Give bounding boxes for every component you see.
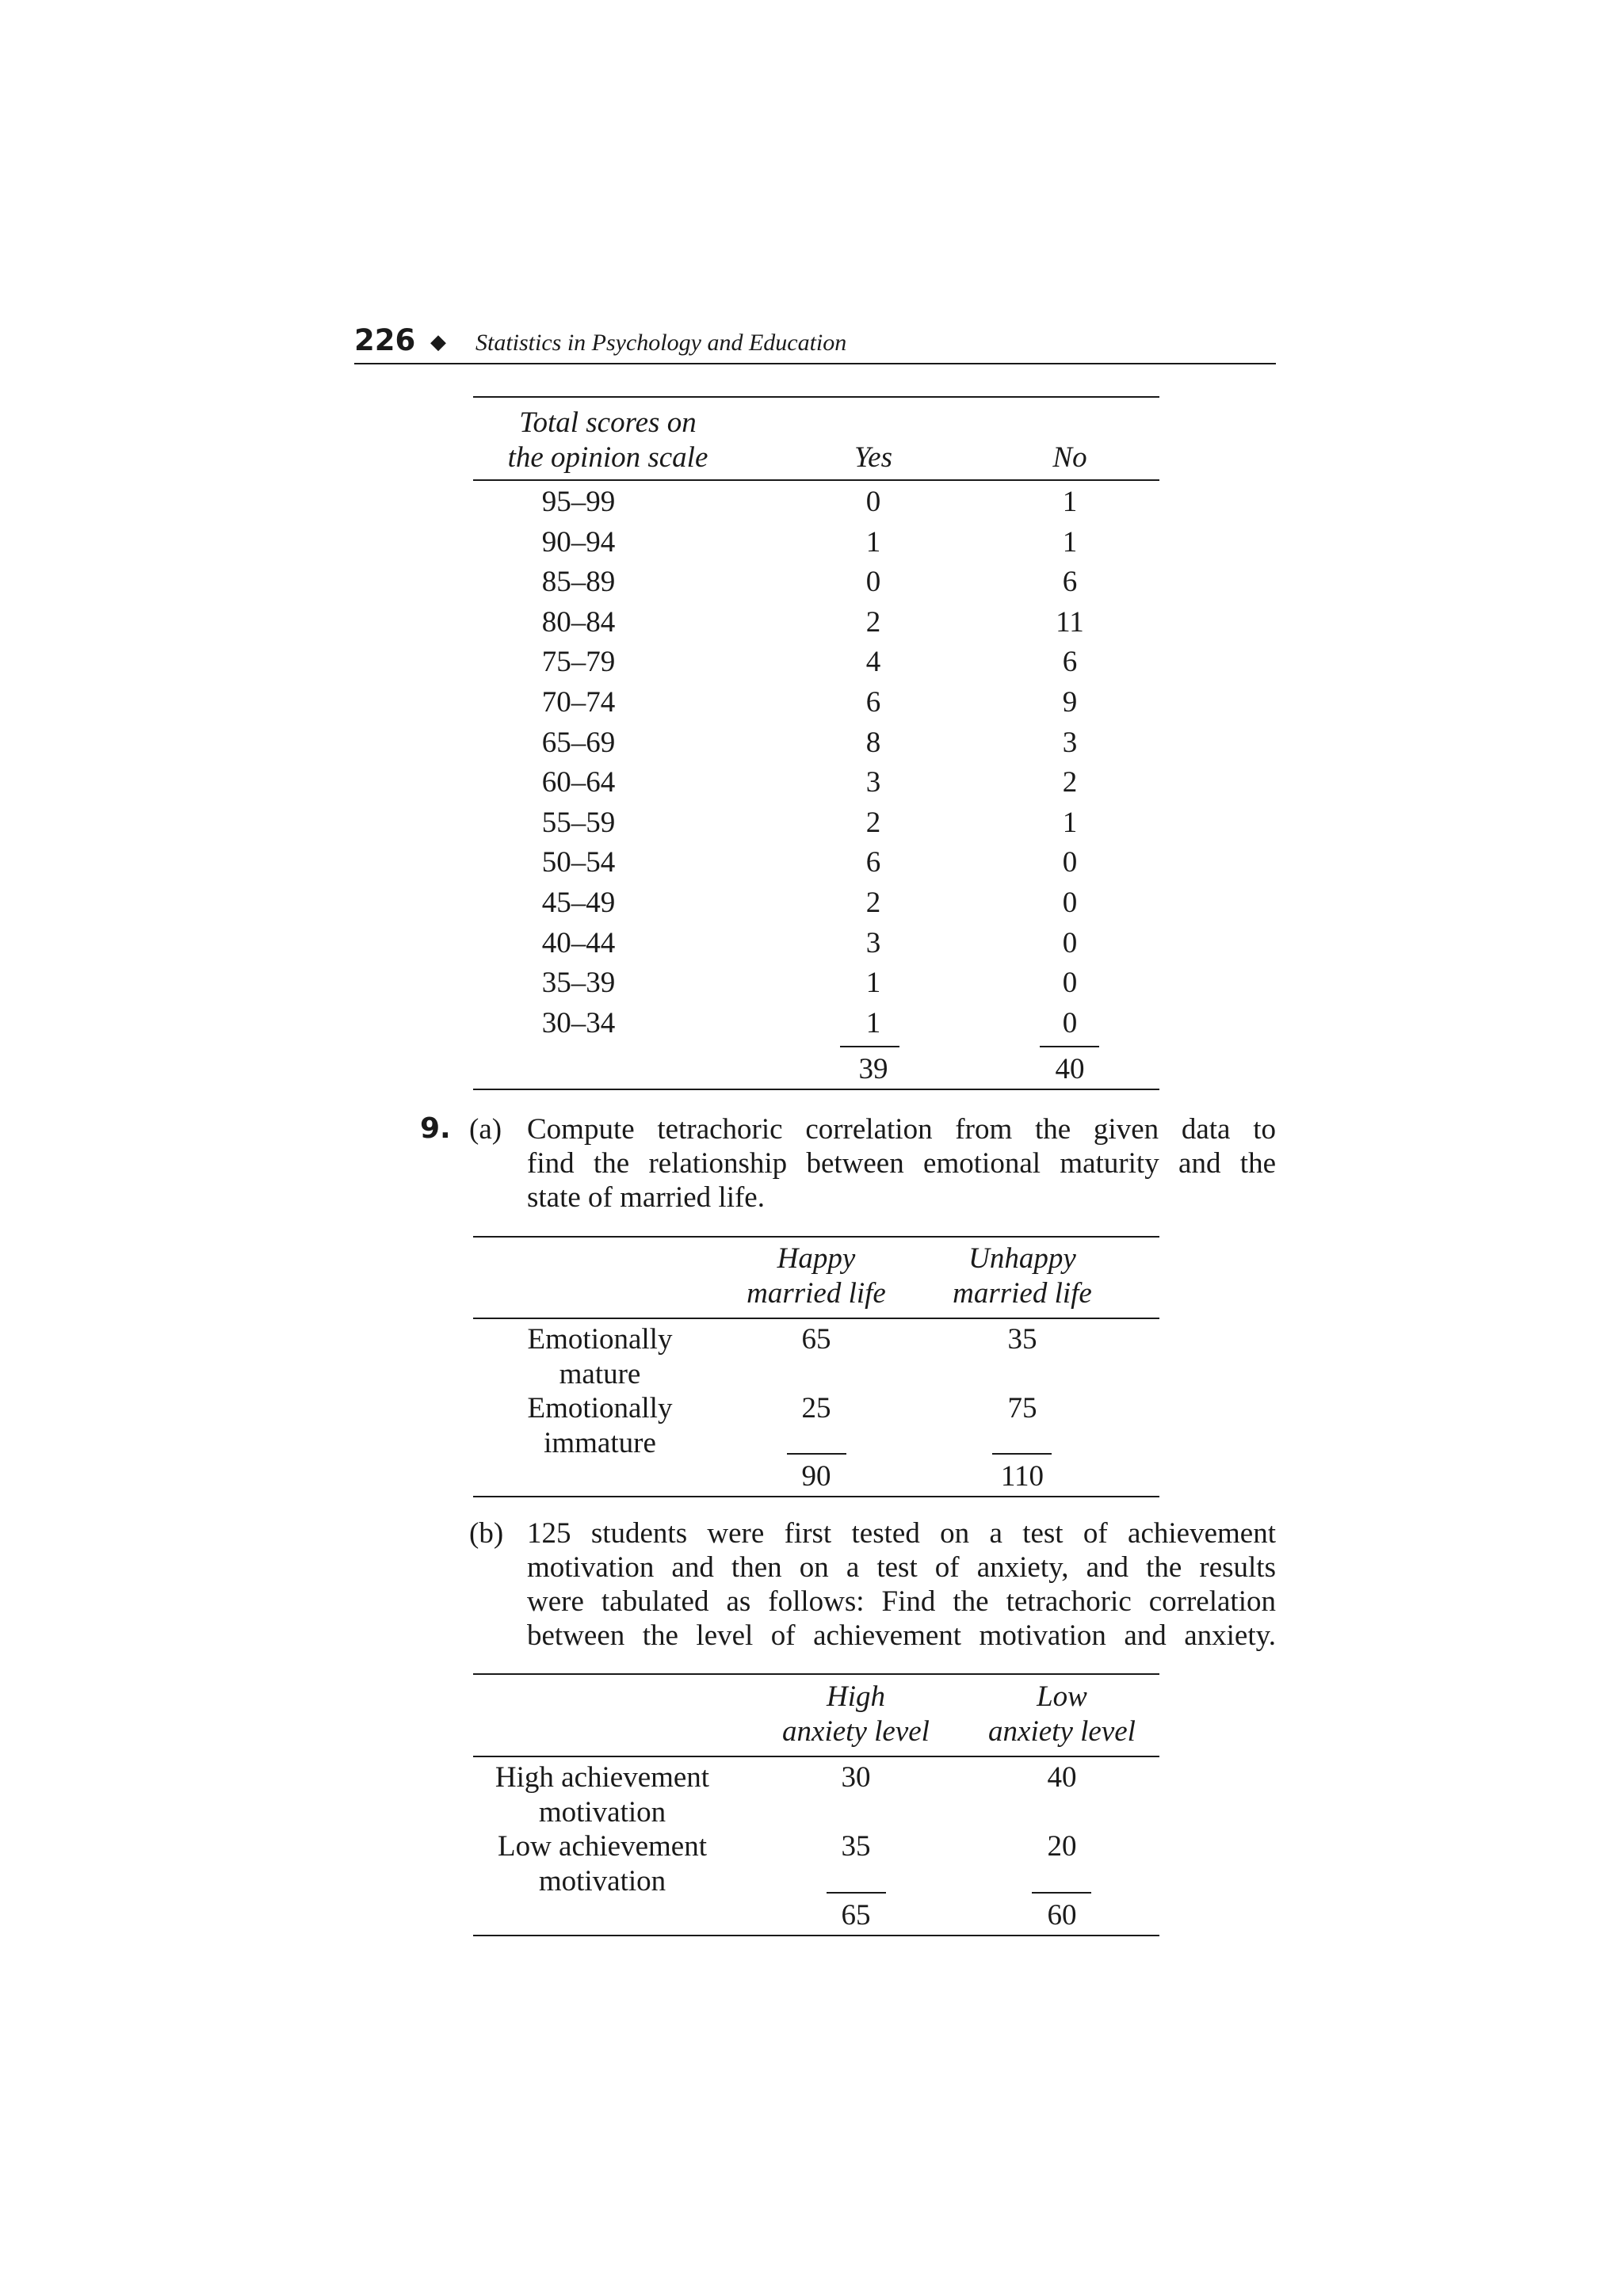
column-header-high-anxiety-line2: anxiety level — [782, 1715, 930, 1748]
part-a-line2: find the relationship between emotional maturity and the — [527, 1147, 1276, 1180]
no-count-cell: 2 — [1062, 766, 1078, 799]
score-range-cell: 95–99 — [541, 486, 616, 518]
table-top-rule — [473, 1236, 1159, 1238]
score-range-cell: 90–94 — [541, 526, 616, 559]
part-a-label: (a) — [469, 1113, 502, 1146]
table-bottom-rule — [473, 1935, 1159, 1936]
score-range-cell: 60–64 — [541, 766, 616, 799]
no-count-cell: 0 — [1062, 887, 1078, 919]
yes-count-cell: 1 — [865, 1007, 881, 1039]
row-label-immature-line2: immature — [544, 1427, 656, 1459]
no-count-cell: 6 — [1062, 566, 1078, 598]
column-header-unhappy-line1: Unhappy — [968, 1242, 1076, 1275]
column-header-low-anxiety-line1: Low — [1037, 1680, 1087, 1713]
yes-count-cell: 8 — [865, 727, 881, 759]
total-happy: 90 — [801, 1460, 831, 1493]
no-count-cell: 11 — [1056, 606, 1084, 639]
score-range-cell: 35–39 — [541, 967, 616, 999]
yes-count-cell: 2 — [865, 807, 881, 839]
yes-count-cell: 4 — [865, 646, 881, 678]
no-count-cell: 1 — [1062, 486, 1078, 518]
yes-count-cell: 1 — [865, 526, 881, 559]
yes-sum-rule — [840, 1046, 899, 1047]
column-header-yes: Yes — [854, 441, 892, 474]
column-header-high-anxiety-line1: High — [827, 1680, 885, 1713]
yes-count-cell: 1 — [865, 967, 881, 999]
score-range-cell: 85–89 — [541, 566, 616, 598]
table-top-rule — [473, 396, 1159, 398]
total-unhappy: 110 — [1000, 1460, 1044, 1493]
yes-count-cell: 2 — [865, 606, 881, 639]
score-range-cell: 70–74 — [541, 686, 616, 719]
column-header-no: No — [1052, 441, 1087, 474]
total-low-anxiety: 60 — [1047, 1899, 1077, 1932]
no-count-cell: 9 — [1062, 686, 1078, 719]
table-bottom-rule — [473, 1496, 1159, 1497]
table-header-rule — [473, 479, 1159, 481]
row-label-high-achievement-line1: High achievement — [495, 1761, 710, 1794]
score-range-cell: 80–84 — [541, 606, 616, 639]
book-title: Statistics in Psychology and Education — [475, 330, 847, 356]
yes-count-cell: 0 — [865, 566, 881, 598]
total-high-anxiety: 65 — [841, 1899, 871, 1932]
part-b-line1: 125 students were first tested on a test of achievement — [527, 1517, 1276, 1550]
column-header-happy-line1: Happy — [777, 1242, 856, 1275]
cell-high-ach-low-anx: 40 — [1047, 1761, 1077, 1794]
table-header-rule — [473, 1756, 1159, 1757]
part-b-line4: between the level of achievement motivation and anxiety. — [527, 1619, 1276, 1652]
part-a-line3: state of married life. — [527, 1181, 765, 1214]
row-label-immature-line1: Emotionally — [527, 1392, 673, 1425]
cell-immature-happy: 25 — [801, 1392, 831, 1425]
score-range-cell: 55–59 — [541, 807, 616, 839]
header-rule — [354, 363, 1276, 364]
part-b-line2: motivation and then on a test of anxiety, and the results — [527, 1551, 1276, 1584]
no-count-cell: 1 — [1062, 526, 1078, 559]
yes-count-cell: 6 — [865, 686, 881, 719]
score-range-cell: 75–79 — [541, 646, 616, 678]
no-count-cell: 3 — [1062, 727, 1078, 759]
column-header-low-anxiety-line2: anxiety level — [988, 1715, 1136, 1748]
yes-count-cell: 2 — [865, 887, 881, 919]
table-top-rule — [473, 1673, 1159, 1675]
yes-count-cell: 3 — [865, 766, 881, 799]
column-header-scores-line2: the opinion scale — [507, 441, 708, 474]
no-count-cell: 0 — [1062, 1007, 1078, 1039]
cell-low-ach-high-anx: 35 — [841, 1830, 871, 1863]
cell-high-ach-high-anx: 30 — [841, 1761, 871, 1794]
table-header-rule — [473, 1318, 1159, 1319]
cell-mature-unhappy: 35 — [1007, 1323, 1037, 1356]
no-count-cell: 0 — [1062, 967, 1078, 999]
score-range-cell: 50–54 — [541, 846, 616, 879]
yes-count-cell: 3 — [865, 927, 881, 959]
part-b-label: (b) — [469, 1517, 504, 1550]
row-label-low-achievement-line1: Low achievement — [497, 1830, 708, 1863]
no-sum-rule — [1040, 1046, 1099, 1047]
header-diamond-icon: ◆ — [430, 330, 446, 354]
row-label-mature-line2: mature — [559, 1358, 641, 1390]
no-count-cell: 0 — [1062, 927, 1078, 959]
total-no: 40 — [1055, 1053, 1085, 1085]
cell-immature-unhappy: 75 — [1007, 1392, 1037, 1425]
score-range-cell: 45–49 — [541, 887, 616, 919]
column-header-unhappy-line2: married life — [953, 1277, 1092, 1310]
table-bottom-rule — [473, 1089, 1159, 1090]
question-number: 9. — [420, 1112, 451, 1145]
no-count-cell: 6 — [1062, 646, 1078, 678]
low-anxiety-sum-rule — [1032, 1892, 1091, 1894]
cell-low-ach-low-anx: 20 — [1047, 1830, 1077, 1863]
part-b-line3: were tabulated as follows: Find the tetrachoric correlation — [527, 1585, 1276, 1618]
no-count-cell: 0 — [1062, 846, 1078, 879]
total-yes: 39 — [858, 1053, 888, 1085]
column-header-happy-line2: married life — [747, 1277, 886, 1310]
score-range-cell: 30–34 — [541, 1007, 616, 1039]
row-label-low-achievement-line2: motivation — [538, 1865, 666, 1897]
unhappy-sum-rule — [992, 1453, 1052, 1455]
score-range-cell: 40–44 — [541, 927, 616, 959]
column-header-scores-line1: Total scores on — [519, 406, 697, 439]
no-count-cell: 1 — [1062, 807, 1078, 839]
part-a-line1: Compute tetrachoric correlation from the given data to — [527, 1113, 1276, 1146]
row-label-high-achievement-line2: motivation — [538, 1796, 666, 1829]
row-label-mature-line1: Emotionally — [527, 1323, 673, 1356]
score-range-cell: 65–69 — [541, 727, 616, 759]
happy-sum-rule — [787, 1453, 846, 1455]
cell-mature-happy: 65 — [801, 1323, 831, 1356]
yes-count-cell: 6 — [865, 846, 881, 879]
yes-count-cell: 0 — [865, 486, 881, 518]
page-number: 226 — [354, 323, 416, 357]
high-anxiety-sum-rule — [827, 1892, 886, 1894]
